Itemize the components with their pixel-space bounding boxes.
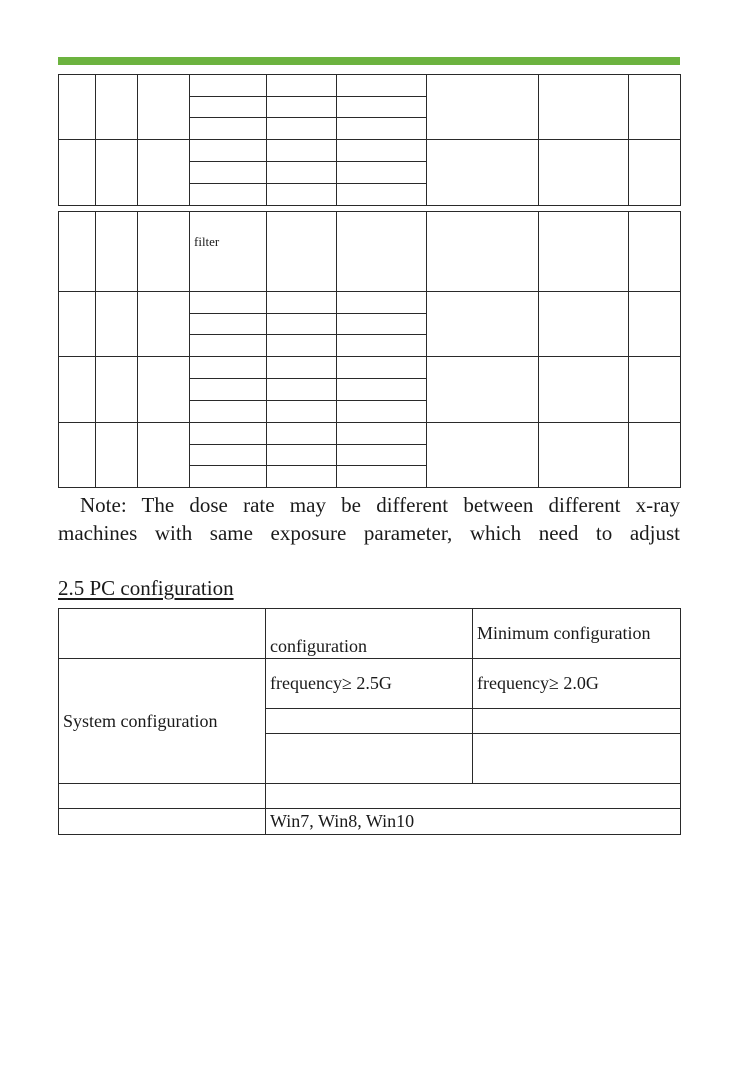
table-row — [59, 659, 681, 709]
table-row — [59, 809, 681, 835]
table-row — [59, 212, 681, 292]
cpu-recommended: frequency≥ 2.5G — [270, 673, 392, 693]
cpu-minimum: frequency≥ 2.0G — [477, 673, 599, 693]
recommended-config-header: configuration — [270, 636, 367, 656]
os-value: Win7, Win8, Win10 — [270, 811, 415, 831]
note-line-2: machines with same exposure parameter, which need to adjust — [58, 521, 680, 545]
table-row — [59, 140, 681, 162]
table-row — [59, 423, 681, 445]
note-line-1: Note: The dose rate may be different between different x-ray — [80, 493, 680, 517]
system-config-label: System configuration — [63, 710, 218, 731]
table-row — [59, 75, 681, 97]
table-row — [59, 609, 681, 659]
filter-label: filter — [194, 234, 220, 249]
section-heading: 2.5 PC configuration — [58, 576, 234, 600]
minimum-config-header: Minimum configuration — [477, 623, 651, 643]
table-row — [59, 357, 681, 379]
pc-config-table — [58, 608, 681, 835]
table-row — [59, 292, 681, 314]
exposure-table-bottom — [58, 211, 681, 488]
header-accent-bar — [58, 57, 680, 65]
table-row — [59, 784, 681, 809]
exposure-table-top — [58, 74, 681, 206]
